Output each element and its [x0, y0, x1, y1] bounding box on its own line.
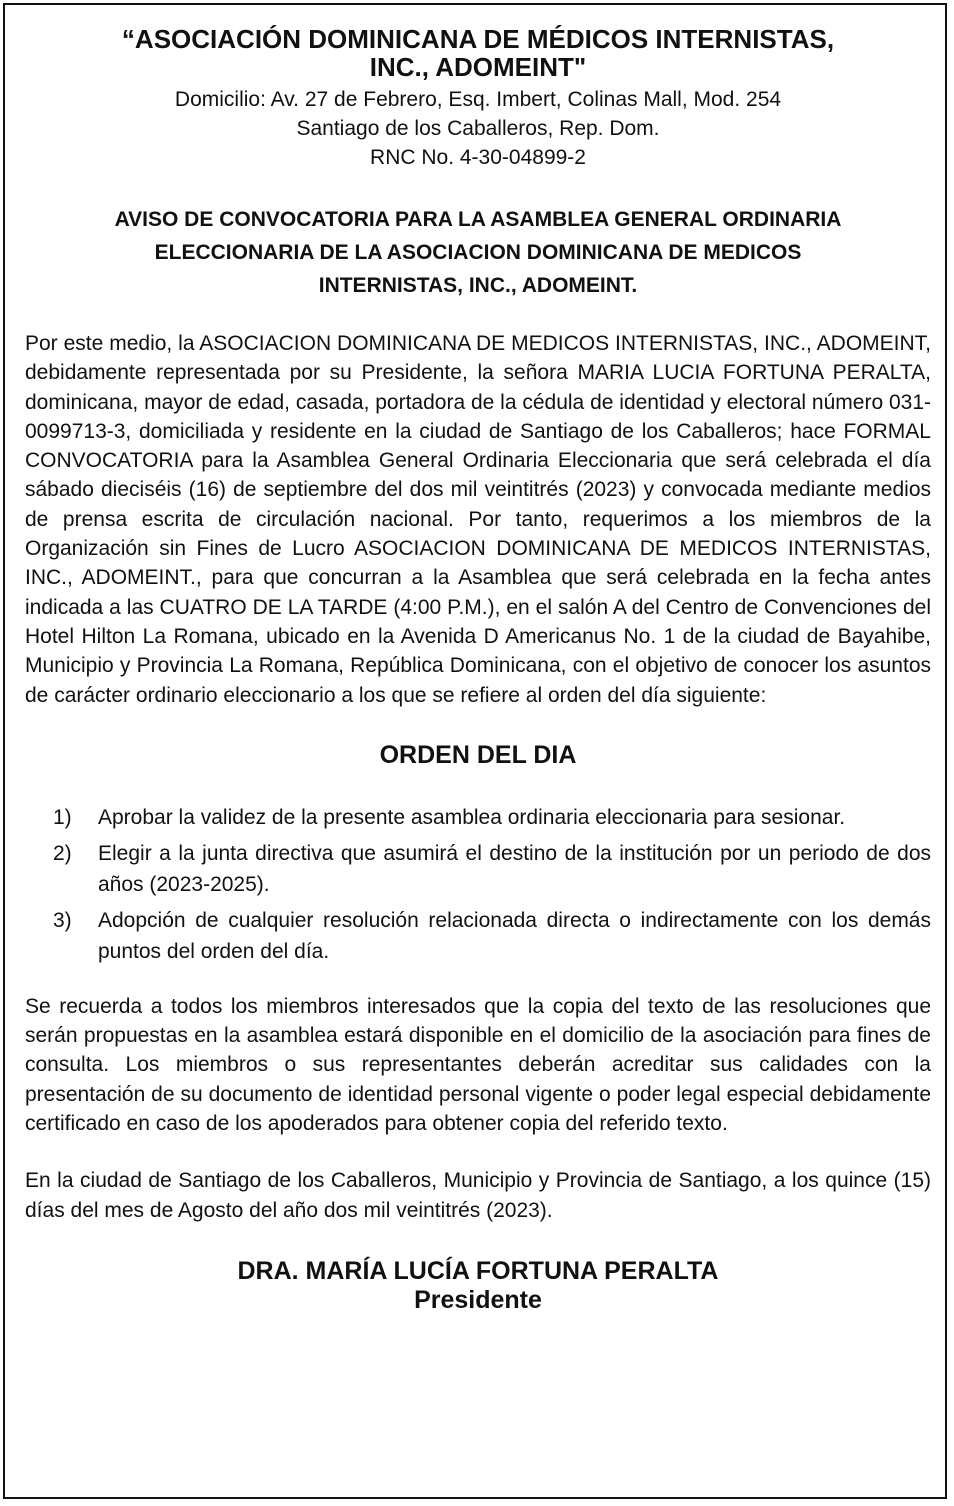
- notice-frame: [3, 3, 947, 1499]
- agenda-item-text: Aprobar la validez de la presente asamblea ordinaria eleccionaria para sesionar.: [98, 805, 846, 829]
- agenda-item-text: Adopción de cualquier resolución relacionada directa o indirectamente con los demás puntos del orden del día.: [98, 908, 931, 963]
- address-line1: Domicilio: Av. 27 de Febrero, Esq. Imbert, Colinas Mall, Mod. 254: [174, 88, 782, 111]
- notice-content: [25, 25, 931, 1315]
- org-name-line1: “ASOCIACIÓN DOMINICANA DE MÉDICOS INTERNISTAS,: [121, 24, 835, 54]
- convocation-paragraph: Por este medio, la ASOCIACION DOMINICANA DE MEDICOS INTERNISTAS, INC., ADOMEINT, debidamente representada por su Presidente, la señora MARIA LUCIA FORTUNA PERALTA, dominicana, mayor de edad, casada, portadora de la cédula de identidad y electoral número 031-0099713-3, domiciliada y residente en la ciudad de Santiago de los Caballeros; hace FORMAL CONVOCATORIA para la Asamblea General Ordinaria Eleccionaria que será celebrada el día sábado dieciséis (16) de septiembre del dos mil veintitrés (2023) y convocada mediante medios de prensa escrita de circulación nacional. Por tanto, requerimos a los miembros de la Organización sin Fines de Lucro ASOCIACION DOMINICANA DE MEDICOS INTERNISTAS, INC., ADOMEINT., para que concurran a la Asamblea que será celebrada en la fecha antes indicada a las CUATRO DE LA TARDE (4:00 P.M.), en el salón A del Centro de Convenciones del Hotel Hilton La Romana, ubicado en la Avenida D Americanus No. 1 de la ciudad de Bayahibe, Municipio y Provincia La Romana, República Dominicana, con el objetivo de conocer los asuntos de carácter ordinario eleccionario a los que se refiere al orden del día siguiente:: [25, 332, 931, 707]
- agenda-list: [25, 802, 931, 967]
- agenda-item-number: 1): [53, 805, 72, 829]
- signature-block: [25, 1257, 931, 1315]
- notice-title-line1: AVISO DE CONVOCATORIA PARA LA ASAMBLEA GENERAL ORDINARIA: [114, 208, 842, 231]
- notice-title: [25, 203, 931, 302]
- agenda-item-text: Elegir a la junta directiva que asumirá el destino de la institución por un periodo de dos años (2023-2025).: [98, 841, 931, 896]
- rnc-number: RNC No. 4-30-04899-2: [370, 146, 586, 169]
- notice-title-line3: INTERNISTAS, INC., ADOMEINT.: [318, 274, 638, 297]
- closing-paragraph: En la ciudad de Santiago de los Caballeros, Municipio y Provincia de Santiago, a los quince (15) días del mes de Agosto del año dos mil veintitrés (2023).: [25, 1169, 931, 1222]
- signatory-name: DRA. MARÍA LUCÍA FORTUNA PERALTA: [237, 1256, 719, 1285]
- org-header: [25, 25, 931, 172]
- agenda-item-number: 2): [53, 841, 72, 865]
- signatory-title: Presidente: [414, 1285, 542, 1314]
- org-name-line2: INC., ADOMEINT": [369, 52, 587, 82]
- reminder-paragraph: Se recuerda a todos los miembros interesados que la copia del texto de las resoluciones que serán propuestas en la asamblea estará disponible en el domicilio de la asociación para fines de consulta. Los miembros o sus representantes deberán acreditar sus calidades con la presentación de su documento de identidad personal vigente o poder legal especial debidamente certificado en caso de los apoderados para obtener copia del referido texto.: [25, 994, 931, 1136]
- agenda-item: [25, 905, 931, 967]
- notice-title-line2: ELECCIONARIA DE LA ASOCIACION DOMINICANA DE MEDICOS: [154, 241, 802, 264]
- agenda-item: [25, 802, 931, 833]
- agenda-item-number: 3): [53, 908, 72, 932]
- order-of-day-heading: ORDEN DEL DIA: [379, 740, 577, 769]
- agenda-item: [25, 838, 931, 900]
- address-line2: Santiago de los Caballeros, Rep. Dom.: [296, 117, 660, 140]
